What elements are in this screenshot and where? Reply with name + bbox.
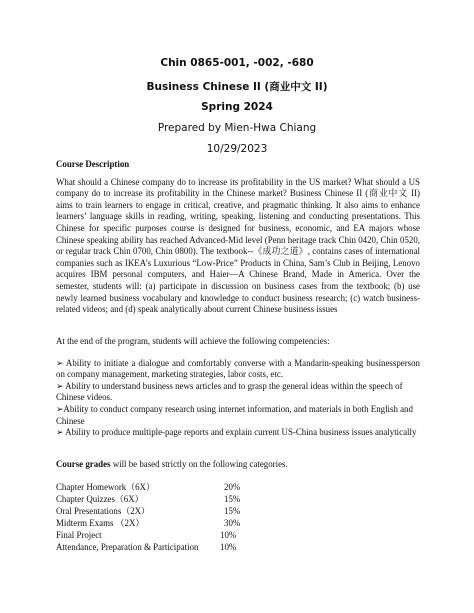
course-description-heading: Course Description [56,159,130,169]
course-title: Business Chinese II (商业中文 II) [146,81,328,93]
competencies-intro: At the end of the program, students will achieve the following competencies: [56,336,330,346]
grades-intro-text: will be based strictly on the following categories. [110,459,288,469]
grade-percent: 15% [224,506,241,516]
grade-row [56,493,296,505]
competency-item: ➢ Ability to initiate a dialogue and comfortably converse with a Mandarin-speaking businessperson on company management, marketing strategies, labor costs, etc. [56,357,420,380]
competencies-section [56,336,420,439]
grade-row [56,481,296,493]
course-code: Chin 0865-001, -002, -680 [160,57,314,69]
grade-category: Chapter Quizzes（6X） [56,494,144,504]
competency-item: ➢ Ability to understand business news articles and to grasp the general ideas within the speech of Chinese videos. [56,380,403,403]
grade-category: Midterm Exams （2X） [56,518,145,528]
grade-row [56,529,296,541]
competency-item: ➢Ability to conduct company research using internet information, and materials in both English and Chinese [56,403,413,426]
term: Spring 2024 [201,101,273,113]
grade-row [56,541,296,553]
grade-category: Attendance, Preparation & Participation [56,542,199,552]
course-description-section [56,159,420,316]
author-line: Prepared by Mien-Hwa Chiang [157,122,317,134]
grade-percent: 30% [224,518,241,528]
grade-category: Oral Presentations（2X） [56,506,150,516]
course-description-paragraph: What should a Chinese company do to increase its profitability in the US market? What should a US company do to increase its profitability in the Chinese market? Business Chinese II (商业中文 II) aims to train learners to engage in critical, creative, and pragmatic thinking. It also aims to enhance learners’ language skills in reading, writing, speaking, listening and conducting presentations. This Chinese for specific purposes course is designed for business, economic, and EA majors whose Chinese speaking ability has reached Advanced-Mid level (Penn heritage track Chin 0420, Chin 0520, or regular track Chin 0700, Chin 0800). The textbook--《成功之道》, contains cases of international companies such as IKEA’s Luxurious “Low-Price” Products in China, Sam’s Club in Beijing, Lenovo acquires IBM personal computers, and Haier—A Chinese Brand, Made in America. Over the semester, students will: (a) participate in discussion on business cases from the textbook; (b) use newly learned business vocabulary and knowledge to conduct business research; (c) watch business-related videos; and (d) speak analytically about current Chinese business issues [56,176,420,315]
competency-item: ➢ Ability to produce multiple-page reports and explain current US-China business issues analytically [56,427,417,438]
grades-intro-bold: Course grades [56,459,111,469]
grade-category: Chapter Homework（6X） [56,482,155,492]
grade-row [56,505,296,517]
grades-intro [56,459,420,471]
grade-percent: 20% [224,482,241,492]
grade-percent: 10% [220,542,237,552]
grade-category: Final Project [56,530,102,540]
document-date: 10/29/2023 [206,143,268,155]
grade-row [56,517,296,529]
grade-percent: 10% [220,530,237,540]
grades-table [56,481,296,553]
grade-percent: 15% [224,494,241,504]
